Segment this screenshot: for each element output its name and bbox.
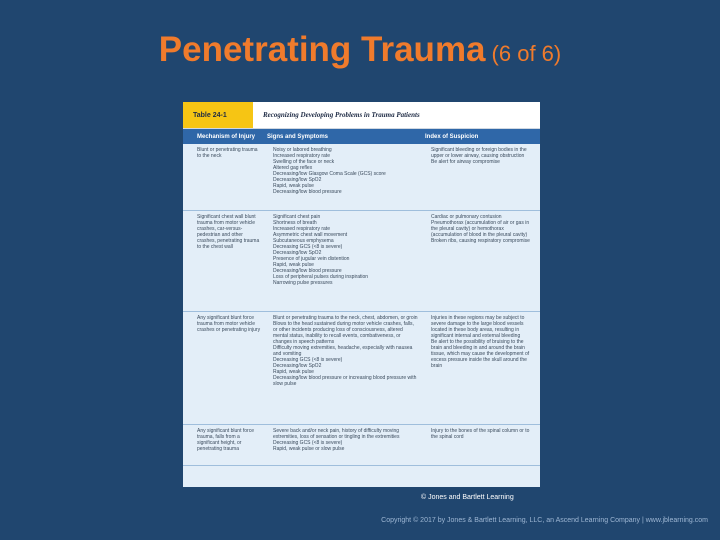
signs-item: • Severe back and/or neck pain, history of difficulty moving extremities, loss of sensation or tingling in the extremities [273,428,419,440]
suspicion-list [425,315,536,369]
signs-cell [265,312,423,424]
col-header-suspicion: Index of Suspicion [425,133,479,140]
signs-item: • Decreasing/low Glasgow Coma Scale (GCS) score [273,171,419,177]
suspicion-item: • Be alert to the possibility of bruising to the brain and bleeding in and around the brain tissue, which may cause the development of excess pressure inside the skull around the brain [431,339,536,369]
table-row [183,425,540,466]
suspicion-item: • Injuries in these regions may be subject to severe damage to the large blood vessels located in these body areas, resulting in significant internal and external bleeding [431,315,536,339]
signs-list [267,214,419,286]
table-header-bar [183,102,540,129]
slide-footer: Copyright © 2017 by Jones & Bartlett Learning, LLC, an Ascend Learning Company | www.jblearning.com [381,517,708,524]
signs-cell [265,144,423,210]
signs-item: • Blunt or penetrating trauma to the neck, chest, abdomen, or groin [273,315,419,321]
signs-item: • Shortness of breath [273,220,419,226]
signs-item: • Decreasing/low SpO2 [273,177,419,183]
suspicion-list [425,428,536,440]
suspicion-cell [423,425,540,465]
table-column-headers [183,129,540,144]
signs-item: • Decreasing GCS (<8 is severe) [273,440,419,446]
suspicion-item: • Be alert for airway compromise [431,159,536,165]
mechanism-cell: Any significant blunt force trauma from motor vehicle crashes or penetrating injury [197,315,261,333]
signs-cell [265,211,423,311]
signs-item: • Difficulty moving extremities, headache, especially with nausea and vomiting [273,345,419,357]
signs-item: • Blows to the head sustained during motor vehicle crashes, falls, or other incidents producing loss of consciousness, altered mental status, inability to recall events, combativeness, or changes in speech patterns [273,321,419,345]
suspicion-item: • Significant bleeding or foreign bodies in the upper or lower airway, causing obstruction [431,147,536,159]
signs-item: • Loss of peripheral pulses during inspiration [273,274,419,280]
signs-cell [265,425,423,465]
signs-item: • Rapid, weak pulse [273,262,419,268]
signs-item: • Subcutaneous emphysema [273,238,419,244]
slide-title-suffix: (6 of 6) [491,41,562,66]
suspicion-item: • Pneumothorax (accumulation of air or gas in the pleural cavity) or hemothorax (accumulation of blood in the pleural cavity) [431,220,536,238]
mechanism-cell: Significant chest wall blunt trauma from motor vehicle crashes, car-versus-pedestrian and other crashes, penetrating trauma to the chest wall [197,214,260,250]
suspicion-cell [423,211,540,311]
signs-item: • Asymmetric chest wall movement [273,232,419,238]
suspicion-list [425,214,536,244]
signs-item: • Decreasing/low blood pressure [273,189,419,195]
table-image [183,102,540,487]
signs-item: • Increased respiratory rate [273,226,419,232]
signs-item: • Significant chest pain [273,214,419,220]
table-row [183,144,540,211]
signs-list [267,147,419,195]
col-header-mechanism: Mechanism of Injury [197,133,256,140]
signs-item: • Swelling of the face or neck [273,159,419,165]
suspicion-item: • Injury to the bones of the spinal column or to the spinal cord [431,428,536,440]
signs-item: • Decreasing/low blood pressure [273,268,419,274]
signs-item: • Rapid, weak pulse [273,183,419,189]
signs-item: • Decreasing GCS (<8 is severe) [273,357,419,363]
mechanism-cell: Any significant blunt force trauma, falls from a significant height, or penetrating trauma [197,428,254,452]
suspicion-item: • Cardiac or pulmonary contusion [431,214,536,220]
signs-item: • Altered gag reflex [273,165,419,171]
image-credit: © Jones and Bartlett Learning [421,494,514,501]
slide-title [0,30,720,70]
signs-item: • Decreasing GCS (<8 is severe) [273,244,419,250]
suspicion-cell [423,144,540,210]
signs-item: • Narrowing pulse pressures [273,280,419,286]
table-number: Table 24-1 [183,102,253,128]
signs-item: • Noisy or labored breathing [273,147,419,153]
suspicion-list [425,147,536,165]
table-row [183,211,540,312]
signs-item: • Presence of jugular vein distention [273,256,419,262]
slide-title-main: Penetrating Trauma [158,30,486,69]
signs-item: • Rapid, weak pulse [273,369,419,375]
table-row [183,312,540,425]
suspicion-item: • Broken ribs, causing respiratory compromise [431,238,536,244]
signs-list [267,428,419,452]
signs-list [267,315,419,387]
signs-item: • Rapid, weak pulse or slow pulse [273,446,419,452]
signs-item: • Decreasing/low SpO2 [273,363,419,369]
signs-item: • Increased respiratory rate [273,153,419,159]
col-header-signs: Signs and Symptoms [267,133,329,140]
suspicion-cell [423,312,540,424]
mechanism-cell: Blunt or penetrating trauma to the neck [197,147,258,159]
table-caption: Recognizing Developing Problems in Trauma Patients [263,111,420,119]
table-body [183,144,540,466]
signs-item: • Decreasing/low blood pressure or increasing blood pressure with slow pulse [273,375,419,387]
signs-item: • Decreasing/low SpO2 [273,250,419,256]
